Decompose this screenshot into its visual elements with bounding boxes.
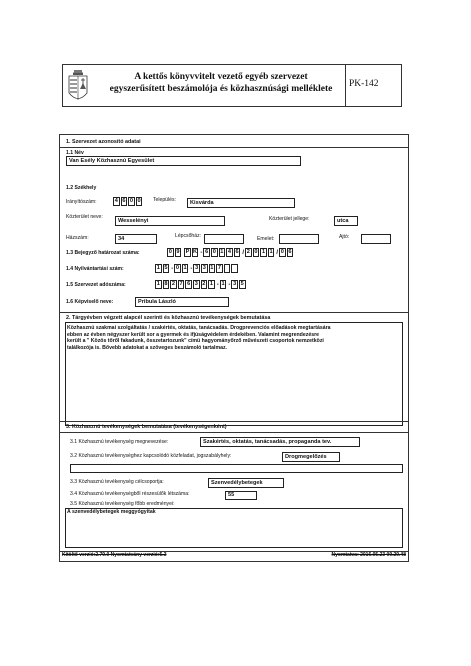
registry-char: 0 — [280, 249, 284, 255]
tax-number-label: 1.5 Szervezet adószáma: — [66, 282, 126, 288]
zip-digit: 0 — [129, 198, 134, 204]
section2-title: 2. Tárgyévben végzett alapcél szerinti és közhasznú tevékenységek bemutatása — [66, 315, 271, 321]
section3-divider — [60, 432, 408, 433]
activity-name-label: 3.1 Közhasznú tevékenység megnevezése: — [70, 439, 169, 445]
tax-char: 3 — [194, 281, 198, 287]
door-label: Ajtó: — [339, 234, 350, 240]
hungarian-coat-of-arms-icon — [66, 67, 90, 105]
section3-divider-top — [60, 421, 408, 422]
tax-char: 8 — [164, 281, 168, 287]
registry-char: 9 — [176, 249, 180, 255]
record-char: 1 — [210, 265, 214, 271]
registry-char: P — [185, 249, 190, 255]
registry-char: 1 — [269, 249, 273, 255]
registry-char: 2 — [246, 249, 250, 255]
registry-char: 0 — [254, 249, 258, 255]
registry-char: 1 — [261, 249, 266, 255]
main-results-field[interactable] — [65, 508, 403, 548]
house-number-field[interactable]: 34 — [115, 234, 157, 244]
record-char — [231, 264, 238, 273]
activity-description-line: Közhasznú szakmai szolgáltatás / szakértés, oktatás, tanácsadás. Drogprevenciós előadások megtartására — [67, 325, 331, 331]
main-results-text: A szenvedélybetegek meggyógyitak — [67, 509, 156, 515]
street-label: Közterület neve: — [66, 214, 103, 220]
activity-description-field[interactable] — [65, 322, 403, 426]
public-task-field[interactable]: Drogmegelőzés — [282, 452, 340, 462]
form-title-line1: A kettős könyvvitelt vezető egyéb szervezet — [134, 72, 308, 82]
record-char: 5 — [164, 265, 168, 271]
registry-separator: / — [242, 249, 245, 256]
house-number-label: Házszám: — [66, 235, 89, 241]
section3-title: 3. Közhasznú tevékenységek bemutatása (tevékenységenként) — [66, 424, 227, 430]
floor-field[interactable] — [279, 234, 319, 244]
beneficiary-count-label: 3.4 Közhasznú tevékenységből részesülők létszáma: — [70, 491, 190, 497]
activity-description-line: ebben az évben négyszer került sor a gyermek és ifjúságvédelem érdekében. Valamint megrendezésre — [67, 331, 319, 338]
record-char: 0 — [175, 265, 180, 271]
name-field[interactable]: Van Esély Közhasznú Egyesület — [66, 156, 301, 166]
zip-digit: 4 — [114, 198, 118, 204]
name-label: 1.1 Név — [66, 150, 84, 156]
registry-char: 6 — [205, 249, 209, 255]
record-char: 1 — [156, 265, 160, 271]
tax-number-field[interactable] — [155, 280, 247, 289]
zip-field[interactable] — [113, 197, 143, 206]
tax-char: 1 — [221, 281, 225, 287]
registry-separator: / — [276, 249, 279, 256]
form-header — [62, 64, 402, 107]
registry-char: 6 — [235, 249, 239, 255]
registry-decision-label: 1.3 Bejegyző határozat száma: — [66, 250, 140, 256]
section1-divider — [60, 147, 408, 148]
registry-char: K — [193, 249, 198, 255]
form-title-line2: egyszerűsített beszámolója és közhasznúsági melléklete — [109, 84, 333, 94]
city-field[interactable]: Kisvárda — [187, 198, 295, 208]
record-number-label: 1.4 Nyilvántartási szám: — [66, 266, 124, 272]
street-type-label: Közterület jellege: — [269, 216, 310, 222]
representative-label: 1.6 Képviselő neve: — [66, 299, 114, 305]
target-group-field[interactable]: Szenvedélybetegek — [208, 478, 284, 488]
zip-digit: 0 — [137, 198, 141, 204]
record-char: 1 — [183, 265, 187, 271]
tax-char: 2 — [171, 281, 176, 287]
zip-digit: 6 — [122, 198, 126, 204]
activity-description-line: találkozója is. Bővebb adatokat a szöveges beszámoló tartalmaz. — [67, 344, 228, 351]
record-char: 3 — [202, 265, 206, 271]
record-char — [224, 264, 231, 273]
registry-char: 6 — [288, 249, 292, 255]
city-label: Település: — [153, 197, 176, 203]
form-code: PK-142 — [349, 79, 379, 89]
registry-separator: - — [200, 249, 203, 256]
tax-char: 7 — [179, 281, 183, 287]
header-divider — [345, 65, 346, 106]
record-char: 7 — [217, 265, 222, 271]
street-field[interactable]: Wesselényi — [115, 216, 225, 226]
tax-char: 2 — [202, 281, 206, 287]
print-timestamp: Nyomtatva: 2016.05.23 09.29.48 — [331, 552, 406, 558]
seat-label: 1.2 Székhely — [66, 185, 97, 191]
activity-description-line: került a " Közös tőről fakadunk, összetartozunk" címü hagyományőrző művészeti csoportok nemzetközi — [67, 338, 324, 345]
tax-separator: - — [216, 281, 219, 288]
target-group-label: 3.3 Közhasznú tevékenység célcsoportja: — [70, 479, 164, 485]
floor-label: Emelet: — [257, 236, 275, 242]
staircase-field[interactable] — [204, 234, 244, 244]
activity-name-field[interactable]: Szakértés, oktatás, tanácsadás, propaganda tev. — [200, 437, 360, 447]
representative-field[interactable]: Pribula László — [135, 297, 229, 307]
beneficiary-count-field[interactable]: 55 — [225, 491, 257, 500]
record-separator: - — [190, 265, 193, 272]
tax-char: 1 — [156, 281, 160, 287]
zip-label: Irányítószám: — [66, 199, 97, 205]
tax-char: 3 — [233, 281, 237, 287]
form-title — [99, 71, 343, 95]
tax-char: 1 — [209, 281, 214, 287]
registry-char: 0 — [168, 249, 172, 255]
filler-version: Kitöltő verzió:2.79.0 Nyomtatvány verzió:5.3 — [62, 552, 167, 558]
record-separator: - — [171, 265, 174, 272]
main-results-label: 3.5 Közhasznú tevékenység főbb eredményei: — [70, 501, 175, 507]
form-body — [59, 134, 409, 562]
registry-char: 4 — [227, 249, 232, 255]
tax-char: 6 — [187, 281, 191, 287]
registry-char: 1 — [220, 249, 224, 255]
staircase-label: Lépcsőház: — [175, 233, 202, 239]
public-task-continuation-field[interactable] — [70, 464, 403, 473]
tax-separator: - — [228, 281, 231, 288]
section1-title: 1. Szervezet azonosító adatai — [66, 139, 141, 145]
door-field[interactable] — [361, 234, 391, 244]
public-task-label: 3.2 Közhasznú tevékenységhez kapcsolódó közfeladat, jogszabályhely: — [70, 453, 232, 459]
tax-char: 5 — [240, 281, 244, 287]
section2-divider-top — [60, 312, 408, 313]
record-char: 3 — [195, 265, 199, 271]
registry-decision-field[interactable] — [167, 248, 294, 257]
street-type-field[interactable]: utca — [334, 216, 358, 226]
record-number-field[interactable] — [155, 264, 239, 273]
registry-char: 0 — [212, 249, 216, 255]
